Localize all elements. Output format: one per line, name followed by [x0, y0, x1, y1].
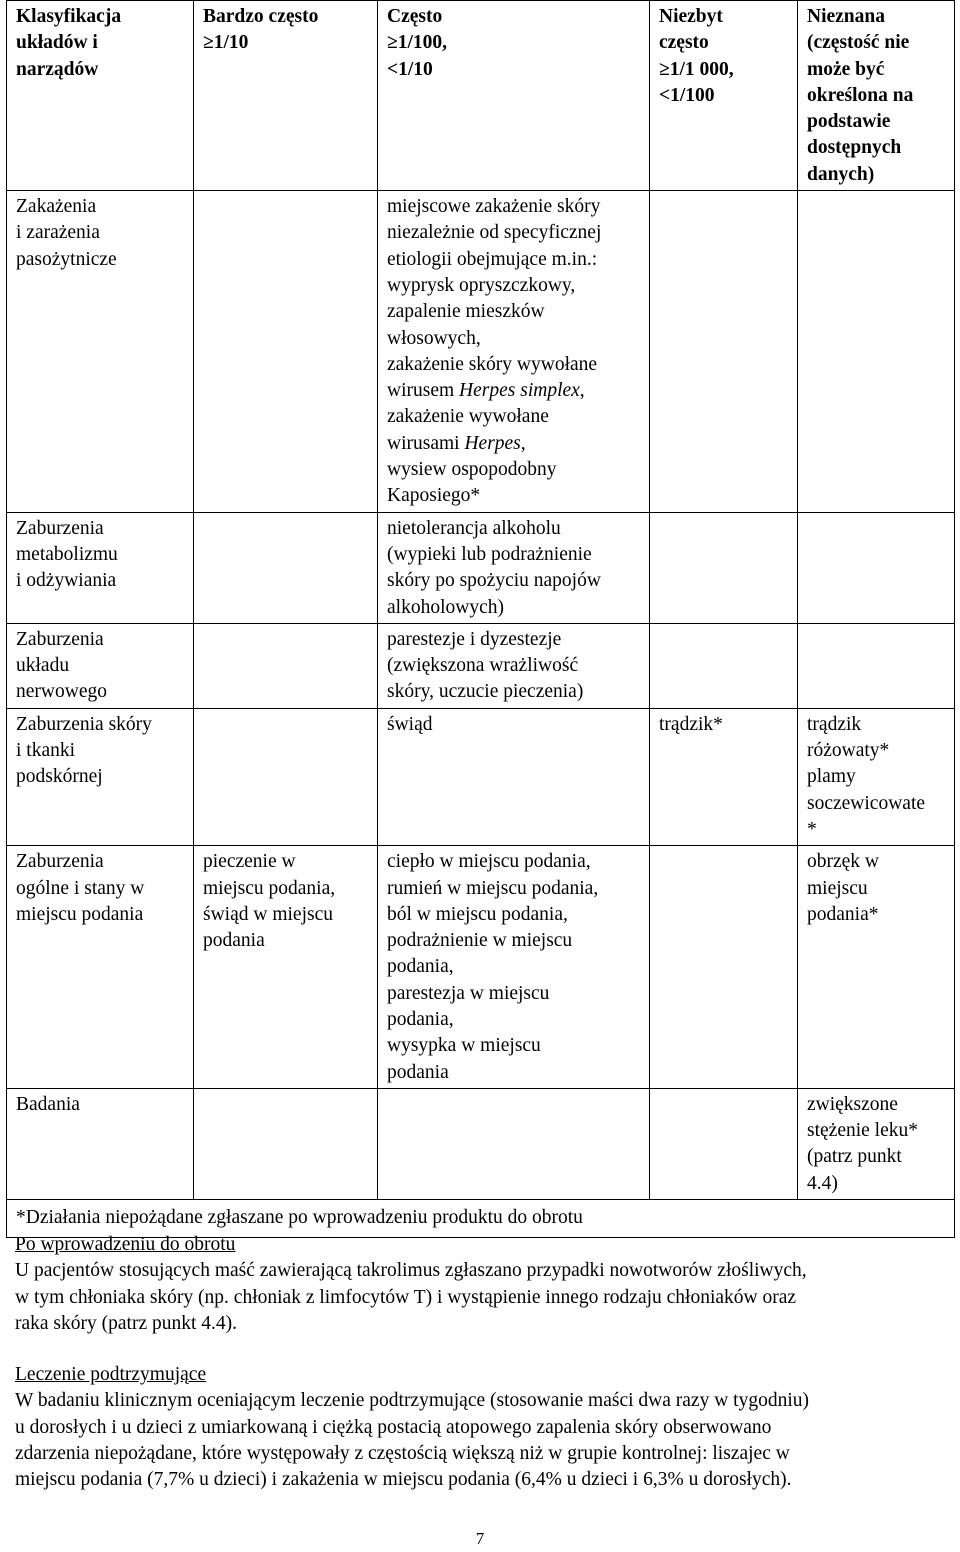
text-line: trądzik	[807, 713, 862, 735]
table-row	[7, 846, 955, 1089]
cell-infections-common: miejscowe zakażenie skóry niezależnie od specyficznej etiologii obejmujące m.in.: wyprysk opryszczkowy, zapalenie mieszków włosowych, zakażenie skóry wywołane wirusem Herpes simplex, zakażenie wywołane wirusami Herpes, wysiew ospopodobny Kaposiego*	[378, 191, 650, 513]
adverse-reactions-table	[6, 0, 955, 1238]
text-line: może być	[807, 58, 885, 80]
text-line: narządów	[16, 58, 99, 80]
table-row	[7, 623, 955, 708]
text-line: pieczenie w	[203, 851, 296, 873]
table-header-row	[7, 1, 955, 191]
text-line: ≥1/10	[203, 32, 249, 54]
page-number: 7	[475, 1529, 485, 1548]
text-line: (patrz punkt	[807, 1146, 902, 1168]
text-line: podstawie	[807, 111, 891, 133]
table-row	[7, 512, 955, 623]
soc-investigations	[7, 1088, 194, 1199]
text-line: ≥1/100,	[387, 32, 447, 54]
text-line: trądzik*	[659, 713, 723, 735]
text-line: świąd	[387, 713, 433, 735]
text-line: ogólne i stany w	[16, 877, 145, 899]
text-line: podania,	[387, 1008, 454, 1030]
text-line: nerwowego	[16, 681, 107, 703]
text-line: i tkanki	[16, 740, 76, 762]
post-marketing-title: Po wprowadzeniu do obrotu	[15, 1234, 236, 1255]
text-line: *	[807, 818, 817, 840]
text-line: podania,	[387, 956, 454, 978]
header-soc	[7, 1, 194, 191]
text-line: Zaburzenia	[16, 628, 104, 650]
cell-general-unknown	[798, 846, 955, 1089]
text-line: miejscu podania (7,7% u dzieci) i zakażenia w miejscu podania (6,4% u dzieci i 6,3% u dorosłych).	[15, 1469, 792, 1491]
text-line: pasożytnicze	[16, 248, 117, 270]
text-line: podania	[387, 1061, 449, 1083]
text-line: Nieznana	[807, 6, 885, 27]
text-line: danych)	[807, 163, 875, 185]
text-line: wyprysk opryszczkowy,	[387, 274, 576, 296]
text-line: układu	[16, 655, 70, 677]
cell-nervous-common	[378, 623, 650, 708]
table-row	[7, 1088, 955, 1199]
cell-skin-unknown	[798, 708, 955, 845]
text-line: miejscu	[807, 877, 868, 899]
text-line: ciepło w miejscu podania,	[387, 851, 591, 873]
text-line: parestezje i dyzestezje	[387, 628, 562, 650]
text-line: u dorosłych i u dzieci z umiarkowaną i ciężką postacią atopowego zapalenia skóry obserwowano	[15, 1416, 772, 1438]
text-line: miejscu podania,	[203, 877, 336, 899]
text-line: zapalenie mieszków	[387, 301, 545, 323]
soc-nervous	[7, 623, 194, 708]
text-line: często	[659, 32, 709, 54]
text-line: (częstość nie	[807, 32, 910, 54]
text-line: Niezbyt	[659, 6, 723, 27]
header-unknown	[798, 1, 955, 191]
text-line: Klasyfikacja	[16, 6, 122, 27]
maintenance-section	[15, 1362, 945, 1493]
text-line: Zaburzenia	[16, 517, 104, 539]
cell-general-common	[378, 846, 650, 1089]
header-uncommon	[650, 1, 798, 191]
text-line: miejscu podania	[16, 903, 144, 925]
text-line: niezależnie od specyficznej	[387, 222, 602, 244]
header-common	[378, 1, 650, 191]
table-row	[7, 191, 955, 513]
text-line: stężenie leku*	[807, 1120, 918, 1142]
text-line: układów i	[16, 32, 98, 54]
text-line: nietolerancja alkoholu	[387, 517, 561, 539]
text-line: Kaposiego*	[387, 485, 481, 507]
text-line: podrażnienie w miejscu	[387, 930, 573, 952]
text-line: Zaburzenia	[16, 851, 104, 873]
text-line: ból w miejscu podania,	[387, 903, 568, 925]
cell-general-very-common	[194, 846, 378, 1089]
text-line: określona na	[807, 84, 914, 106]
text-line: alkoholowych)	[387, 596, 504, 618]
cell-metabolism-common	[378, 512, 650, 623]
text-line: metabolizmu	[16, 543, 118, 565]
text-line: Badania	[16, 1093, 80, 1115]
text-line: zakażenie skóry wywołane	[387, 353, 598, 375]
text-line: świąd w miejscu	[203, 903, 333, 925]
text-line: wysypka w miejscu	[387, 1035, 541, 1057]
text-line: dostępnych	[807, 137, 902, 159]
soc-infections	[7, 191, 194, 513]
maintenance-text	[15, 1388, 945, 1493]
text-line: zwiększone	[807, 1093, 898, 1115]
text-line: <1/100	[659, 84, 715, 106]
text-line: Zakażenia	[16, 196, 97, 218]
text-line: zdarzenia niepożądane, które występowały z częstością większą niż w grupie kontrolnej: liszajec w	[15, 1442, 790, 1464]
text-line: Bardzo często	[203, 6, 319, 27]
table-footnote: *Działania niepożądane zgłaszane po wprowadzeniu produktu do obrotu	[7, 1200, 955, 1238]
post-marketing-text	[15, 1258, 945, 1337]
cell-investigations-unknown	[798, 1088, 955, 1199]
text-line: skóry, uczucie pieczenia)	[387, 681, 584, 703]
text-line: miejscowe zakażenie skóry	[387, 196, 601, 218]
cell-skin-common	[378, 708, 650, 845]
text-line: w tym chłoniaka skóry (np. chłoniak z limfocytów T) i wystąpienie innego rodzaju chłoniaków oraz	[15, 1286, 797, 1308]
text-line: włosowych,	[387, 327, 481, 349]
cell-skin-uncommon	[650, 708, 798, 845]
maintenance-title: Leczenie podtrzymujące	[15, 1364, 207, 1385]
text-line: 4.4)	[807, 1172, 838, 1194]
text-line: ≥1/1 000,	[659, 58, 734, 80]
text-line: podania*	[807, 903, 879, 925]
text-line: podskórnej	[16, 766, 103, 788]
text-line: i zarażenia	[16, 222, 100, 244]
text-line: skóry po spożyciu napojów	[387, 570, 601, 592]
text-line: (wypieki lub podrażnienie	[387, 543, 592, 565]
soc-metabolism	[7, 512, 194, 623]
post-marketing-section	[15, 1232, 945, 1337]
text-line: soczewicowate	[807, 792, 926, 814]
text-line: U pacjentów stosujących maść zawierającą takrolimus zgłaszano przypadki nowotworów złośliwych,	[15, 1260, 807, 1282]
text-line: wysiew ospopodobny	[387, 459, 557, 481]
text-line: podania	[203, 930, 265, 952]
text-line: obrzęk w	[807, 851, 880, 873]
soc-skin	[7, 708, 194, 845]
text-line: i odżywiania	[16, 570, 117, 592]
text-line: etiologii obejmujące m.in.:	[387, 248, 598, 270]
text-line: Zaburzenia skóry	[16, 713, 152, 735]
text-line: (zwiększona wrażliwość	[387, 655, 579, 677]
table-row	[7, 708, 955, 845]
text-line: W badaniu klinicznym oceniającym leczenie podtrzymujące (stosowanie maści dwa razy w tygodniu)	[15, 1390, 809, 1412]
text-line: rumień w miejscu podania,	[387, 877, 599, 899]
text-line: plamy	[807, 766, 856, 788]
text-line: <1/10	[387, 58, 433, 80]
text-line: raka skóry (patrz punkt 4.4).	[15, 1312, 238, 1334]
text-line: parestezja w miejscu	[387, 982, 550, 1004]
header-very-common	[194, 1, 378, 191]
soc-general	[7, 846, 194, 1089]
text-line: różowaty*	[807, 740, 890, 762]
text-line: Często	[387, 6, 443, 27]
